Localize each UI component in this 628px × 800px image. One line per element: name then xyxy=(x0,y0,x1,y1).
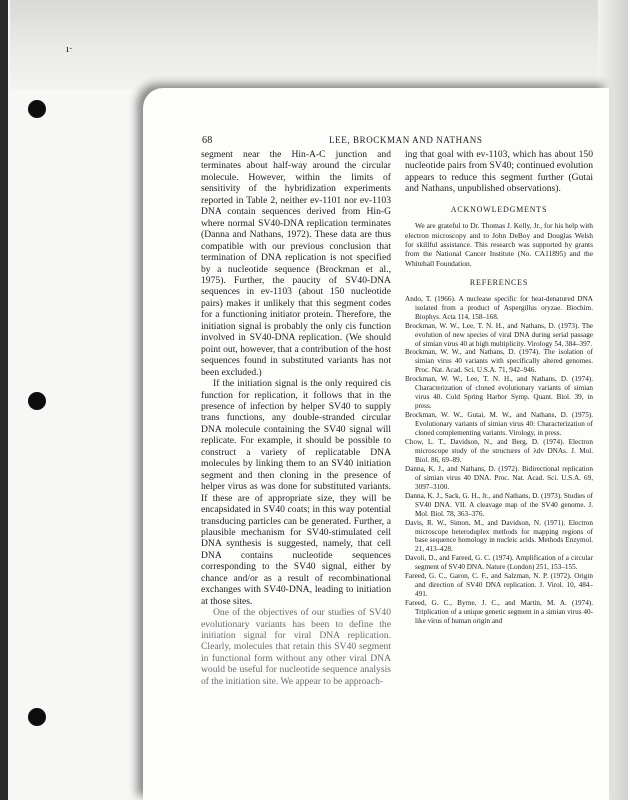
reference-item: Chow, L. T., Davidson, N., and Berg, D. (1974). Electron microscope study of the structures of λdv DNAs. J. Mol. Biol. 86, 69–89. xyxy=(405,438,593,464)
page-number: 68 xyxy=(202,135,213,146)
references-heading: REFERENCES xyxy=(469,278,529,288)
punch-hole-top xyxy=(28,100,46,118)
acknowledgments-text: We are grateful to Dr. Thomas J. Kelly, Jr., for his help with electron microscopy and to John DeBoy and Douglas Welsh for skillful assistance. This research was supported by grants from the National Cancer Institute (No. CA11895) and the Whitehall Foundation. xyxy=(405,221,593,268)
punch-hole-middle xyxy=(28,392,46,410)
reference-item: Danna, K. J., and Nathans, D. (1972). Bidirectional replication of simian virus 40 DNA. Proc. Nat. Acad. Sci. U.S.A. 69, 3097–3100. xyxy=(405,464,593,491)
body-paragraph-continuation: ing that goal with ev-1103, which has about 150 nucleotide pairs from SV40; continued evolution appears to reduce this segment further (Gutai and Nathans, unpublished observations). xyxy=(405,149,593,195)
journal-page xyxy=(143,88,609,800)
reference-item: Danna, K. J., Sack, G. H., Jr., and Nathans, D. (1973). Studies of SV40 DNA. VII. A cleavage map of the SV40 genome. J. Mol. Biol. 78, 363–376. xyxy=(405,491,593,518)
reference-item: Davis, R. W., Simon, M., and Davidson, N. (1971). Electron microscope heteroduplex methods for mapping regions of base sequence homology in nucleic acids. Methods Enzymol. 21, 413–428. xyxy=(405,518,593,554)
margin-mark: ı· xyxy=(66,43,73,55)
reference-list xyxy=(405,295,593,626)
reference-item: Brockman, W. W., Gutai, M. W., and Nathans, D. (1975). Evolutionary variants of simian virus 40: Characterization of cloned complementing variants. Virology, in press. xyxy=(405,411,593,438)
left-column xyxy=(201,149,391,687)
body-paragraph-1: segment near the Hin-A-C junction and terminates about half-way around the circular molecule. However, within the limits of sensitivity of the hybridization experiments reported in Table 2, neither ev-1101 nor ev-1103 DNA contain sequences derived from Hin-G where normal SV40-DNA replication terminates (Danna and Nathans, 1972). These data are thus compatible with our previous conclusion that termination of DNA replication is not specified by a nucleotide sequence (Brockman et al., 1975). Further, the paucity of SV40-DNA sequences in ev-1103 (about 150 nucleotide pairs) makes it unlikely that this segment codes for a functioning initiator protein. Therefore, the initiation signal is probably the only cis function involved in SV40-DNA replication. (We should point out, however, that a contribution of the host sequences found in substituted variants has not been excluded.) xyxy=(201,149,391,378)
right-column xyxy=(405,149,593,626)
scan-background-shadow xyxy=(10,0,628,90)
reference-item: Fareed, G. C., Garon, C. F., and Salzman, N. P. (1972). Origin and direction of SV40 DNA replication. J. Virol. 10, 484–491. xyxy=(405,572,593,599)
reference-item: Brockman, W. W., Lee, T. N. H., and Nathans, D. (1974). Characterization of cloned evolutionary variants of simian virus 40. Cold Spring Harbor Symp. Quant. Biol. 39, in press. xyxy=(405,375,593,411)
reference-item: Davoli, D., and Fareed, G. C. (1974). Amplification of a circular segment of SV40 DNA. Nature (London) 251, 153–155. xyxy=(405,554,593,572)
punch-hole-bottom xyxy=(28,708,46,726)
body-paragraph-2: If the initiation signal is the only required cis function for replication, it follows that in the presence of infection by helper SV40 to supply trans functions, any double-stranded circular DNA molecule containing the SV40 signal will replicate. For example, it should be possible to construct a variety of replicatable DNA molecules by linking them to an SV40 initiation segment and then cloning in the presence of helper virus as was done for substituted variants. If these are of appropriate size, they will be encapsidated in SV40 coats; in this way potential transducing particles can be generated. Further, a plausible mechanism for SV40-stimulated cell DNA synthesis is suggested, namely, that cell DNA contains nucleotide sequences corresponding to the SV40 signal, either by chance and/or as a result of recombinational exchanges with SV40-DNA, leading to initiation at those sites. xyxy=(201,378,391,607)
reference-item: Ando, T. (1966). A nuclease specific for heat-denatured DNA isolated from a product of Aspergillus oryzae. Biochim. Biophys. Acta 114, 158–168. xyxy=(405,294,593,321)
acknowledgments-heading: ACKNOWLEDGMENTS xyxy=(450,204,548,214)
body-paragraph-3: One of the objectives of our studies of SV40 evolutionary variants has been to define the initiation signal for viral DNA replication. Clearly, molecules that retain this SV40 segment in functional form without any other viral DNA would be useful for nucleotide sequence analysis of the initiation site. We appear to be approach- xyxy=(201,607,391,687)
reference-item: Brockman, W. W., and Nathans, D. (1974). The isolation of simian virus 40 variants with specifically altered genomes. Proc. Nat. Acad. Sci. U.S.A. 71, 942–946. xyxy=(405,348,593,375)
running-head: LEE, BROCKMAN AND NATHANS xyxy=(329,135,483,145)
reference-item: Fareed, G. C., Byrne, J. C., and Martin, M. A. (1974). Triplication of a unique genetic segment in a simian virus 40-like virus of human origin and xyxy=(405,599,593,626)
reference-item: Brockman, W. W., Lee, T. N. H., and Nathans, D. (1973). The evolution of new species of viral DNA during serial passage of simian virus 40 at high multiplicity. Virology 54, 384–397. xyxy=(405,321,593,348)
